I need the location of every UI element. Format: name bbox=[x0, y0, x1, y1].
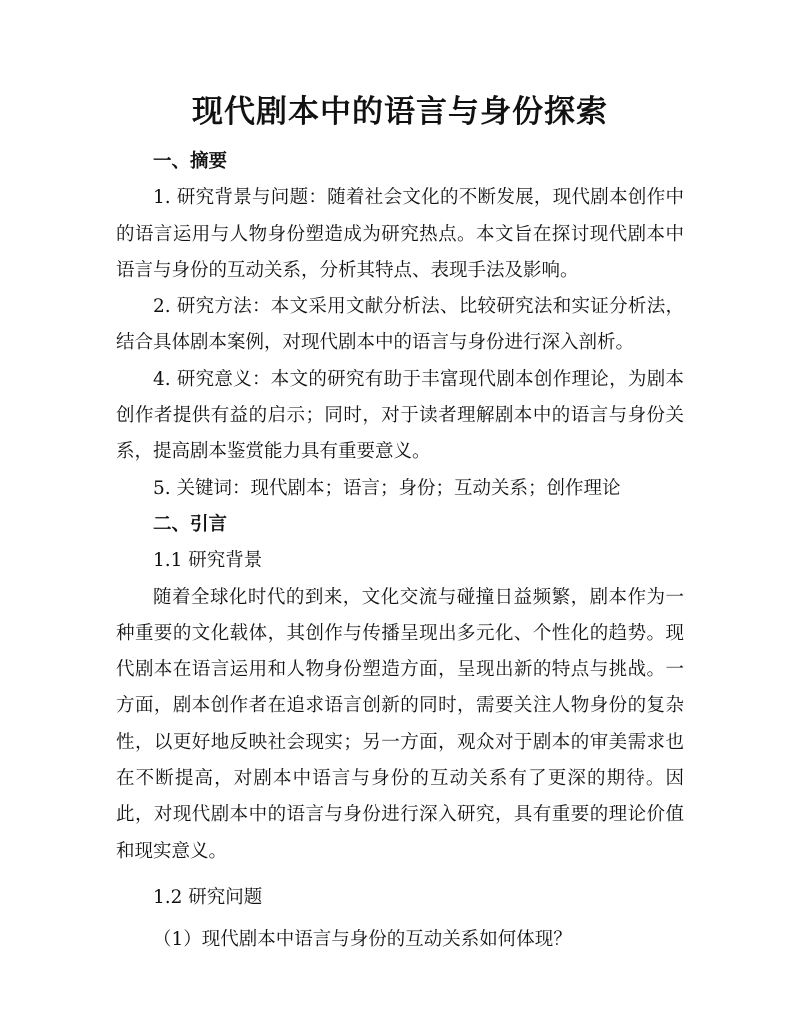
question-item-1: （1）现代剧本中语言与身份的互动关系如何体现？ bbox=[153, 929, 572, 951]
background-heading: 1.1 研究背景 bbox=[153, 550, 263, 572]
abstract-item-background: 1. 研究背景与问题：随着社会文化的不断发展，现代剧本创作中的语言运用与人物身份塑造成为研究热点。本文旨在探讨现代剧本中语言与身份的互动关系，分析其特点、表现手法及影响。 bbox=[116, 187, 684, 281]
document-body bbox=[116, 144, 684, 959]
intro-heading: 二、引言 bbox=[153, 513, 228, 535]
abstract-item-methods: 2. 研究方法：本文采用文献分析法、比较研究法和实证分析法，结合具体剧本案例，对现代剧本中的语言与身份进行深入剖析。 bbox=[116, 296, 684, 354]
abstract-item-keywords: 5. 关键词：现代剧本；语言；身份；互动关系；创作理论 bbox=[153, 477, 621, 499]
document-title: 现代剧本中的语言与身份探索 bbox=[192, 94, 608, 130]
abstract-heading: 一、摘要 bbox=[153, 151, 228, 172]
abstract-item-significance: 4. 研究意义：本文的研究有助于丰富现代剧本创作理论，为剧本创作者提供有益的启示；同时，对于读者理解剧本中的语言与身份关系，提高剧本鉴赏能力具有重要意义。 bbox=[116, 368, 684, 463]
background-paragraph: 随着全球化时代的到来，文化交流与碰撞日益频繁，剧本作为一种重要的文化载体，其创作与传播呈现出多元化、个性化的趋势。现代剧本在语言运用和人物身份塑造方面，呈现出新的特点与挑战。一方面，剧本创作者在追求语言创新的同时，需要关注人物身份的复杂性，以更好地反映社会现实；另一方面，观众对于剧本的审美需求也在不断提高，对剧本中语言与身份的互动关系有了更深的期待。因此，对现代剧本中的语言与身份进行深入研究，具有重要的理论价值和现实意义。 bbox=[116, 586, 684, 862]
question-heading: 1.2 研究问题 bbox=[153, 886, 263, 908]
